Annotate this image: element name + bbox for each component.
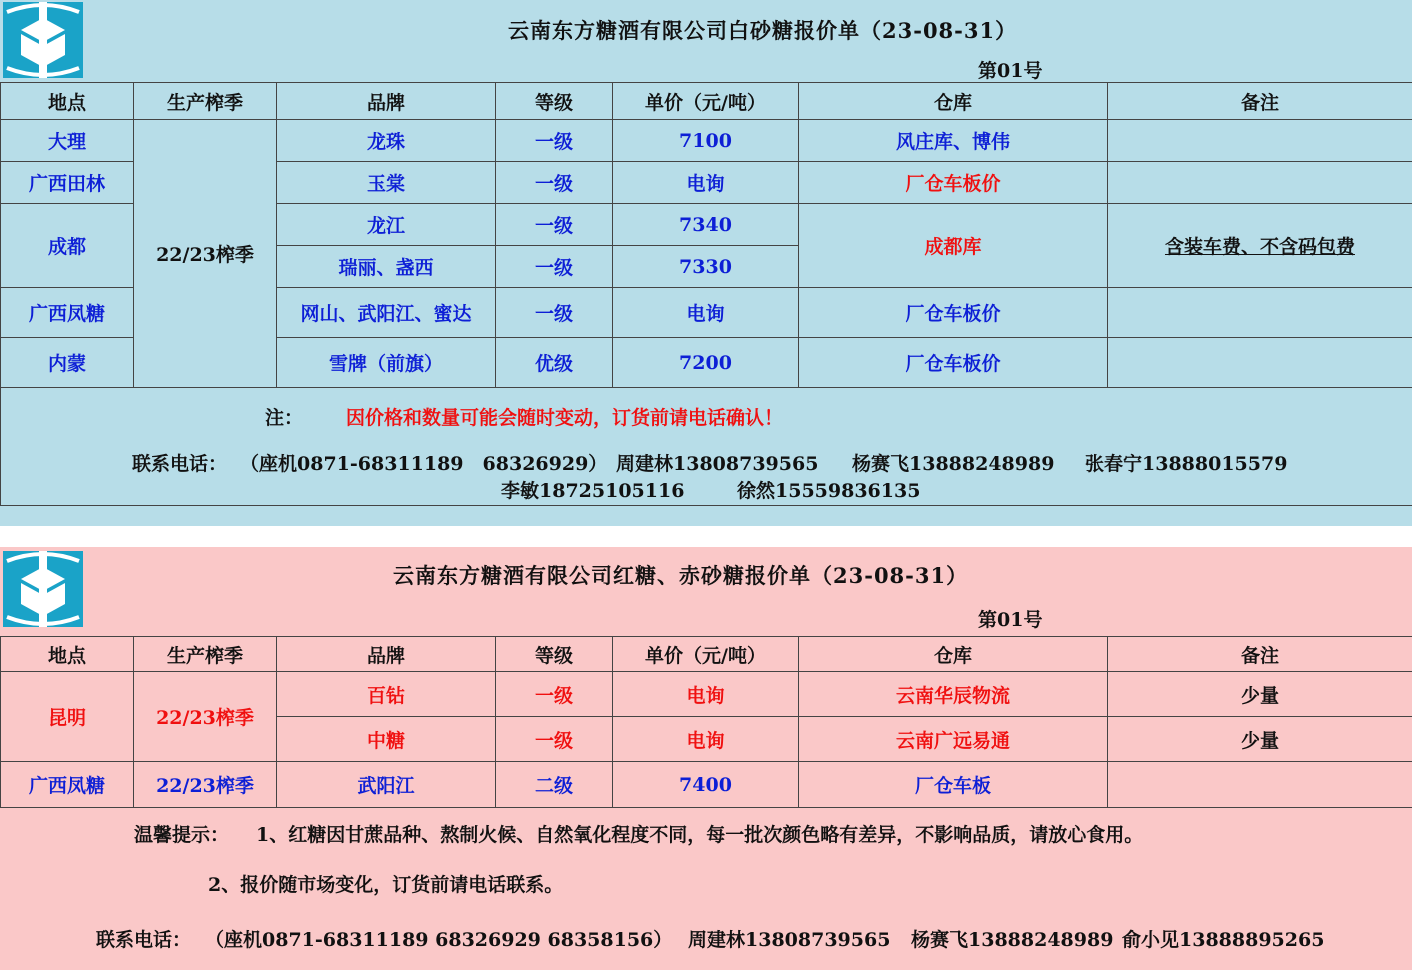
header-location: 地点 <box>1 83 134 120</box>
cell-brand: 龙江 <box>277 204 496 246</box>
header-grade: 等级 <box>496 83 613 120</box>
header-remark: 备注 <box>1108 83 1412 120</box>
company-cube-logo-icon <box>3 2 83 78</box>
cell-grade: 优级 <box>496 338 613 388</box>
table-header-row <box>1 83 1412 120</box>
contact-person: 周建林13808739565 <box>616 453 819 475</box>
cell-location: 广西田林 <box>1 162 134 204</box>
contact-label: 联系电话： <box>96 929 192 951</box>
cell-warehouse: 成都库 <box>799 204 1108 288</box>
cell-brand: 龙珠 <box>277 120 496 162</box>
cell-remark: 少量 <box>1108 672 1412 717</box>
header-season: 生产榨季 <box>134 83 277 120</box>
cell-location: 昆明 <box>1 672 134 762</box>
cell-price: 7400 <box>613 762 799 808</box>
cell-price: 电询 <box>613 162 799 204</box>
header-brand: 品牌 <box>277 83 496 120</box>
cell-grade: 一级 <box>496 672 613 717</box>
cell-season: 22/23榨季 <box>134 672 277 762</box>
cell-location: 大理 <box>1 120 134 162</box>
cell-warehouse: 云南华辰物流 <box>799 672 1108 717</box>
cell-price: 电询 <box>613 672 799 717</box>
cell-price: 7100 <box>613 120 799 162</box>
cell-remark <box>1108 762 1412 808</box>
contact-landline: （座机0871-68311189 68326929 68358156） <box>205 929 673 951</box>
contact-landline: （座机0871-68311189 68326929） <box>240 453 608 475</box>
cell-remark <box>1108 338 1412 388</box>
contact-person: 杨赛飞13888248989 <box>911 929 1114 951</box>
brown-sugar-price-table <box>0 636 1412 808</box>
cell-price: 7330 <box>613 246 799 288</box>
cell-brand: 瑞丽、盏西 <box>277 246 496 288</box>
cell-remark <box>1108 288 1412 338</box>
cell-grade: 一级 <box>496 120 613 162</box>
contact-person: 李敏18725105116 <box>501 480 685 502</box>
cell-brand: 百钻 <box>277 672 496 717</box>
table-header-row <box>1 637 1412 672</box>
cell-brand: 玉棠 <box>277 162 496 204</box>
contact-person: 杨赛飞13888248989 <box>852 453 1055 475</box>
cell-brand: 中糖 <box>277 717 496 762</box>
cell-grade: 一级 <box>496 246 613 288</box>
cell-remark <box>1108 162 1412 204</box>
cell-brand: 网山、武阳江、蜜达 <box>277 288 496 338</box>
cell-season: 22/23榨季 <box>134 120 277 388</box>
notice-label: 注： <box>265 407 304 429</box>
cell-brand: 雪牌（前旗） <box>277 338 496 388</box>
cell-grade: 一级 <box>496 162 613 204</box>
header-price: 单价（元/吨） <box>613 83 799 120</box>
table-row <box>1 120 1412 162</box>
table-row <box>1 672 1412 717</box>
header-grade: 等级 <box>496 637 613 672</box>
cell-warehouse: 厂仓车板价 <box>799 338 1108 388</box>
cell-grade: 一级 <box>496 204 613 246</box>
contact-person: 周建林13808739565 <box>688 929 891 951</box>
contact-person: 徐然15559836135 <box>737 480 921 502</box>
notice-text: 因价格和数量可能会随时变动，订货前请电话确认！ <box>346 407 784 429</box>
header-remark: 备注 <box>1108 637 1412 672</box>
cell-warehouse: 风庄库、博伟 <box>799 120 1108 162</box>
header-location: 地点 <box>1 637 134 672</box>
red-sheet-issue-no: 第01号 <box>978 609 1043 631</box>
tip-2: 2、报价随市场变化，订货前请电话联系。 <box>208 874 564 896</box>
cell-price: 7200 <box>613 338 799 388</box>
cell-warehouse: 云南广远易通 <box>799 717 1108 762</box>
cell-grade: 一级 <box>496 717 613 762</box>
cell-remark: 少量 <box>1108 717 1412 762</box>
cell-price: 7340 <box>613 204 799 246</box>
white-sheet-issue-no: 第01号 <box>978 60 1043 82</box>
red-sheet-title: 云南东方糖酒有限公司红糖、赤砂糖报价单（23-08-31） <box>393 563 969 588</box>
cell-location: 成都 <box>1 204 134 288</box>
header-warehouse: 仓库 <box>799 83 1108 120</box>
tip-label: 温馨提示： <box>134 824 230 846</box>
header-brand: 品牌 <box>277 637 496 672</box>
cell-warehouse: 厂仓车板价 <box>799 288 1108 338</box>
company-cube-logo-icon <box>3 551 83 627</box>
cell-location: 广西凤糖 <box>1 288 134 338</box>
cell-season: 22/23榨季 <box>134 762 277 808</box>
cell-warehouse: 厂仓车板价 <box>799 162 1108 204</box>
cell-remark <box>1108 120 1412 162</box>
cell-warehouse: 厂仓车板 <box>799 762 1108 808</box>
header-season: 生产榨季 <box>134 637 277 672</box>
cell-price: 电询 <box>613 288 799 338</box>
header-price: 单价（元/吨） <box>613 637 799 672</box>
contact-label: 联系电话： <box>132 453 228 475</box>
white-sheet-title: 云南东方糖酒有限公司白砂糖报价单（23-08-31） <box>508 18 1018 43</box>
cell-location: 内蒙 <box>1 338 134 388</box>
contact-person: 张春宁13888015579 <box>1085 453 1288 475</box>
cell-location: 广西凤糖 <box>1 762 134 808</box>
tip-1: 1、红糖因甘蔗品种、熬制火候、自然氧化程度不同，每一批次颜色略有差异，不影响品质，请放心食用。 <box>256 824 1144 846</box>
cell-grade: 二级 <box>496 762 613 808</box>
white-sugar-price-table <box>0 82 1412 506</box>
contact-person: 俞小见13888895265 <box>1122 929 1325 951</box>
table-row <box>1 762 1412 808</box>
cell-remark: 含装车费、不含码包费 <box>1108 204 1412 288</box>
brown-sugar-quote-sheet <box>0 547 1412 970</box>
header-warehouse: 仓库 <box>799 637 1108 672</box>
cell-brand: 武阳江 <box>277 762 496 808</box>
cell-grade: 一级 <box>496 288 613 338</box>
cell-price: 电询 <box>613 717 799 762</box>
